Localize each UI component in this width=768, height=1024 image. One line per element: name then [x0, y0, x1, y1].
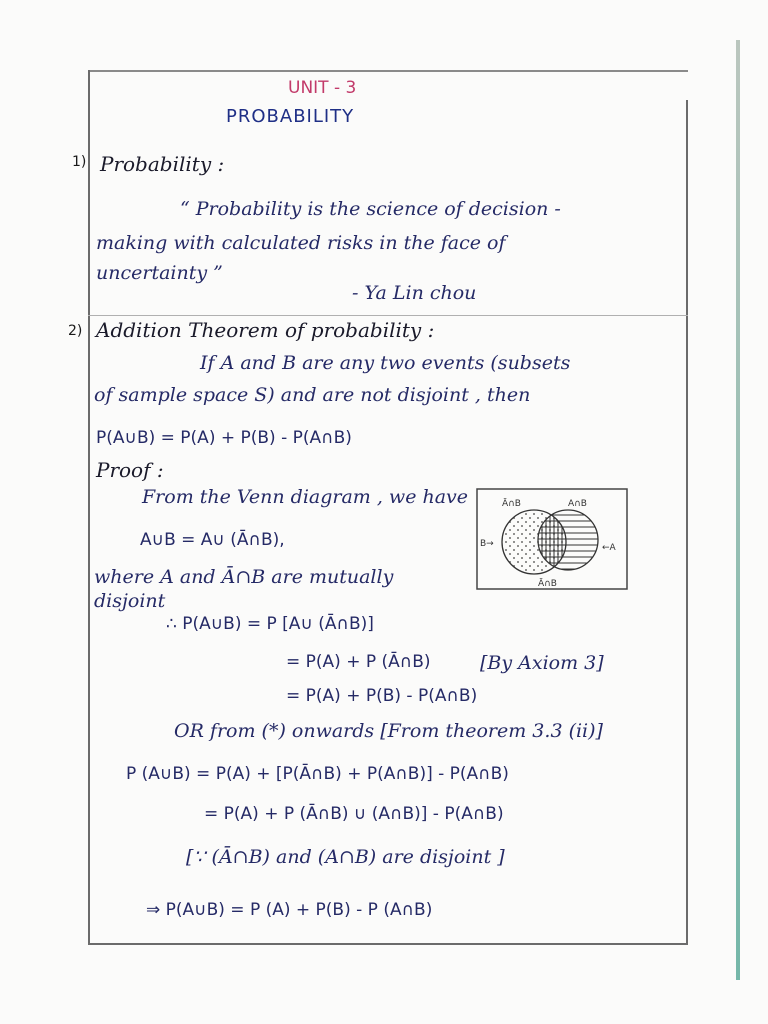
page-edge: [736, 40, 740, 980]
alternative-intro: OR from (*) onwards [From theorem 3.3 (ii)]: [174, 720, 603, 742]
unit-label: UNIT - 3: [288, 78, 357, 98]
quote-line-2: making with calculated risks in the face of: [96, 232, 506, 254]
section-1-number: 1): [72, 154, 87, 170]
proof-step-1: ∴ P(A∪B) = P [A∪ (Ā∩B)]: [166, 614, 374, 634]
venn-label-bottom: Ā∩B: [538, 579, 557, 589]
venn-diagram: [476, 488, 628, 590]
quote-line-1: “ Probability is the science of decision -: [180, 198, 561, 220]
conclusion: ⇒ P(A∪B) = P (A) + P(B) - P (A∩B): [146, 900, 433, 920]
page-border-top: [88, 70, 688, 72]
venn-label-top-left: Ā∩B: [502, 499, 521, 509]
quote-line-3: uncertainty ”: [96, 262, 223, 284]
alternative-step-2: = P(A) + P (Ā∩B) ∪ (A∩B)] - P(A∩B): [204, 804, 504, 824]
proof-step-3: = P(A) + P(B) - P(A∩B): [286, 686, 478, 706]
statement-line-1: If A and B are any two events (subsets: [200, 352, 571, 374]
proof-step-2: = P(A) + P (Ā∩B): [286, 652, 431, 672]
venn-label-left: B→: [480, 539, 494, 549]
where-line-1: where A and Ā∩B are mutually: [94, 566, 394, 588]
page-border-bottom: [88, 943, 688, 945]
venn-equation: A∪B = A∪ (Ā∩B),: [140, 530, 285, 550]
section-divider: [88, 315, 688, 316]
disjoint-note: [∵ (Ā∩B) and (A∩B) are disjoint ]: [186, 846, 505, 868]
section-2-heading: Addition Theorem of probability :: [96, 318, 435, 342]
venn-label-top-right: A∩B: [568, 499, 587, 509]
section-2-number: 2): [68, 323, 83, 339]
page-border-left: [88, 70, 90, 945]
venn-label-right: ←A: [602, 543, 616, 553]
venn-intro: From the Venn diagram , we have: [142, 486, 469, 508]
proof-step-2-note: [By Axiom 3]: [480, 652, 604, 674]
proof-label: Proof :: [96, 458, 164, 482]
theorem-formula: P(A∪B) = P(A) + P(B) - P(A∩B): [96, 428, 352, 448]
alternative-step-1: P (A∪B) = P(A) + [P(Ā∩B) + P(A∩B)] - P(A∩B): [126, 764, 509, 784]
page-border-right: [686, 100, 688, 945]
page-title: PROBABILITY: [226, 106, 355, 127]
where-line-2: disjoint: [94, 590, 166, 612]
section-1-heading: Probability :: [100, 152, 225, 176]
quote-attribution: - Ya Lin chou: [352, 282, 477, 304]
statement-line-2: of sample space S) and are not disjoint , then: [94, 384, 531, 406]
